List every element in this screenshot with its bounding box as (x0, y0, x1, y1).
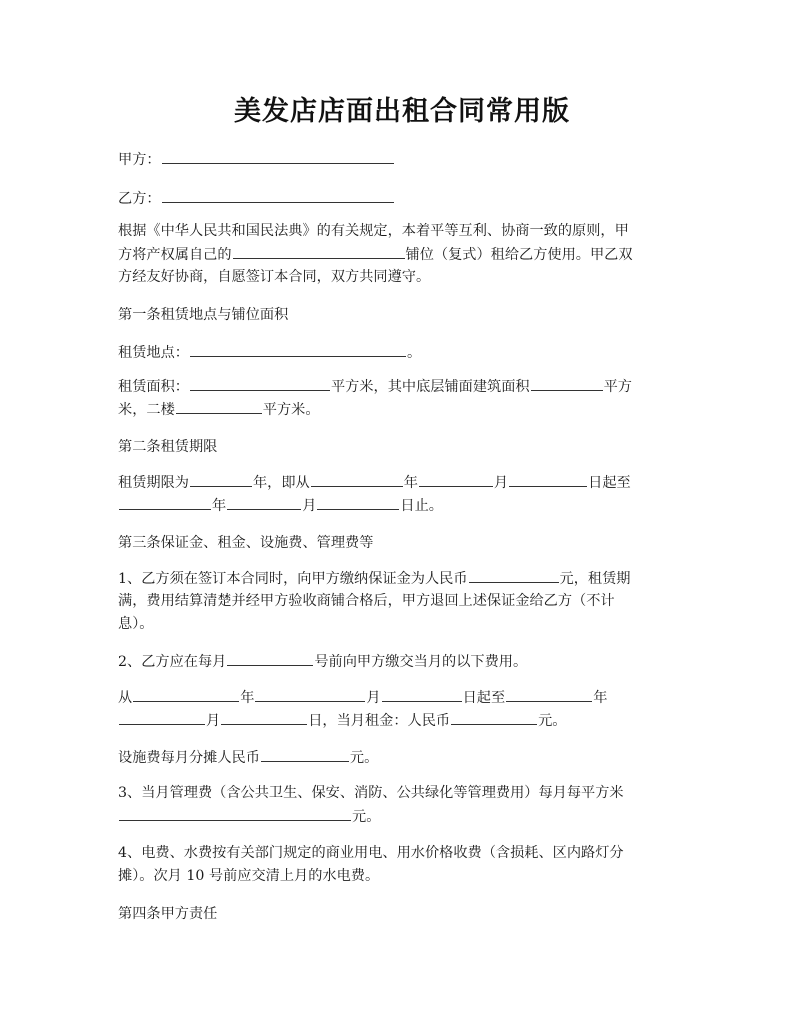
clause-3-1 (118, 567, 686, 636)
clause-3-1-line-3: 息）。 (118, 616, 154, 632)
term-text: 月 (302, 498, 317, 514)
intro-paragraph (118, 220, 686, 289)
party-b-line (118, 187, 686, 211)
party-a-line (118, 148, 686, 172)
rent-start-month-blank[interactable] (255, 686, 365, 702)
area-text: 平方米，其中底层铺面建筑面积 (330, 379, 530, 395)
rent-text: 日起至 (462, 690, 506, 706)
clause-3-3-line-2 (118, 805, 686, 828)
rent-period-line-1 (118, 686, 686, 709)
party-b-label: 乙方： (118, 191, 161, 207)
area-line-1 (118, 375, 686, 398)
rent-end-month-blank[interactable] (119, 709, 205, 725)
clause-3-3 (118, 782, 686, 828)
rent-text: 月 (366, 690, 381, 706)
location-end: 。 (406, 345, 422, 361)
clause-text: 1、乙方须在签订本合同时，向甲方缴纳保证金为人民币 (118, 571, 468, 587)
fee-text: 元。 (349, 750, 379, 766)
rent-end-year-blank[interactable] (506, 686, 592, 702)
intro-line-3: 方经友好协商，自愿签订本合同，双方共同遵守。 (118, 269, 431, 285)
total-area-blank[interactable] (190, 375, 330, 391)
party-b-blank[interactable] (162, 187, 394, 203)
intro-text: 铺位（复式）租给乙方使用。甲乙双 (405, 247, 633, 263)
rent-text: 元。 (538, 713, 567, 729)
end-month-blank[interactable] (227, 494, 301, 510)
facility-fee-line (118, 746, 686, 770)
area-label: 租赁面积： (118, 379, 189, 395)
facility-fee-blank[interactable] (261, 746, 349, 762)
area-text: 米，二楼 (118, 402, 175, 418)
rent-text: 从 (118, 690, 133, 706)
end-day-blank[interactable] (317, 494, 399, 510)
payment-day-blank[interactable] (227, 650, 313, 666)
start-day-blank[interactable] (509, 471, 587, 487)
location-label: 租赁地点： (118, 345, 189, 361)
area-paragraph (118, 375, 686, 421)
rent-end-day-blank[interactable] (221, 709, 307, 725)
shop-position-blank[interactable] (233, 243, 405, 259)
rent-text: 月 (206, 713, 221, 729)
clause-3-1-line-1 (118, 567, 686, 590)
ground-area-blank[interactable] (531, 375, 603, 391)
rent-period-line-2 (118, 709, 686, 732)
article-2-heading: 第二条租赁期限 (118, 439, 218, 455)
start-year-blank[interactable] (311, 471, 403, 487)
fee-text: 设施费每月分摊人民币 (118, 750, 260, 766)
intro-text: 方将产权属自己的 (118, 247, 232, 263)
rent-start-year-blank[interactable] (133, 686, 239, 702)
second-floor-area-blank[interactable] (176, 398, 262, 414)
clause-text: 元，租赁期 (559, 571, 631, 587)
start-month-blank[interactable] (419, 471, 493, 487)
rent-text: 日，当月租金：人民币 (308, 713, 451, 729)
rent-text: 年 (593, 690, 608, 706)
clause-3-4 (118, 842, 686, 888)
term-years-blank[interactable] (190, 471, 252, 487)
article-1-heading: 第一条租赁地点与铺位面积 (118, 307, 289, 323)
end-year-blank[interactable] (119, 494, 211, 510)
monthly-rent-blank[interactable] (451, 709, 537, 725)
clause-text: 2、乙方应在每月 (118, 654, 227, 670)
term-paragraph (118, 471, 686, 517)
clause-3-2 (118, 650, 686, 674)
term-text: 月 (493, 475, 509, 491)
area-line-2 (118, 398, 686, 421)
term-line-2 (118, 494, 686, 517)
term-text: 年 (212, 498, 227, 514)
clause-3-4-line-1: 4、电费、水费按有关部门规定的商业用电、用水价格收费（含损耗、区内路灯分 (118, 845, 624, 861)
deposit-amount-blank[interactable] (469, 567, 559, 583)
intro-line-1: 根据《中华人民共和国民法典》的有关规定，本着平等互利、协商一致的原则，甲 (118, 223, 629, 239)
clause-text: 号前向甲方缴交当月的以下费用。 (314, 654, 528, 670)
article-3-heading: 第三条保证金、租金、设施费、管理费等 (118, 535, 374, 551)
term-text: 租赁期限为 (118, 475, 189, 491)
location-blank[interactable] (190, 341, 406, 357)
rent-text: 年 (240, 690, 255, 706)
clause-3-4-line-2: 摊）。次月 10 号前应交清上月的水电费。 (118, 868, 380, 884)
party-a-label: 甲方： (118, 152, 161, 168)
page-title: 美发店店面出租合同常用版 (234, 96, 570, 127)
area-text: 平方 (603, 379, 632, 395)
term-text: 年，即从 (252, 475, 310, 491)
area-text: 平方米。 (262, 402, 320, 418)
intro-line-2 (118, 243, 686, 266)
clause-text: 元。 (352, 809, 381, 825)
term-text: 日起至 (588, 475, 631, 491)
location-line (118, 341, 686, 365)
party-a-blank[interactable] (162, 148, 394, 164)
rent-period-paragraph (118, 686, 686, 732)
term-text: 日止。 (400, 498, 443, 514)
term-line-1 (118, 471, 686, 494)
term-text: 年 (403, 475, 418, 491)
clause-3-3-line-1: 3、当月管理费（含公共卫生、保安、消防、公共绿化等管理费用）每月每平方米 (118, 785, 624, 801)
management-fee-blank[interactable] (119, 805, 351, 821)
rent-start-day-blank[interactable] (382, 686, 462, 702)
clause-3-1-line-2: 满，费用结算清楚并经甲方验收商铺合格后，甲方退回上述保证金给乙方（不计 (118, 593, 615, 609)
article-4-heading: 第四条甲方责任 (118, 906, 218, 922)
